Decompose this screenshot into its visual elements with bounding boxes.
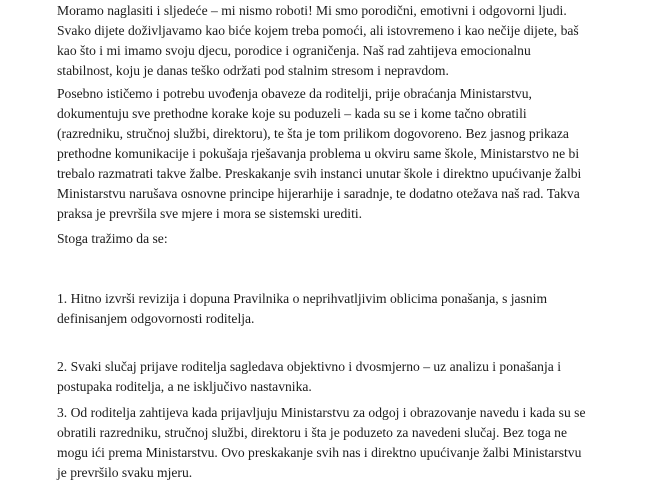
text-line: (razredniku, stručnoj službi, direktoru), te šta je tom prilikom dogovoreno. Bez jasnog prikaza [57,126,569,141]
demand-item-1 [57,289,642,329]
text-line: 3. Od roditelja zahtijeva kada prijavljuju Ministarstvu za odgoj i obrazovanje navedu i kada su se [57,405,586,420]
text-line: postupaka roditelja, a ne isključivo nastavnika. [57,379,312,394]
demand-item-3 [57,403,642,483]
text-line: definisanjem odgovornosti roditelja. [57,311,255,326]
text-line: prethodne komunikacije i pokušaja rješavanja problema u okviru same škole, Ministarstvo ne bi [57,146,580,161]
text-line: stabilnost, koju je danas teško održati pod stalnim stresom i nepravdom. [57,63,449,78]
text-line: Posebno ističemo i potrebu uvođenja obaveze da roditelji, prije obraćanja Ministarstvu, [57,86,532,101]
paragraph-documentation-obligation [57,84,642,224]
text-line: praksa je prevršila sve mjere i mora se sistemski urediti. [57,206,363,221]
text-line: dokumentuju sve prethodne korake koje su poduzeli – kada su se i kome tačno obratili [57,106,527,121]
text-line: Moramo naglasiti i sljedeće – mi nismo roboti! Mi smo porodični, emotivni i odgovorni ljudi. [57,3,567,18]
text-line: Ministarstvu narušava osnovne principe hijerarhije i saradnje, te dodatno otežava naš rad. Takva [57,186,580,201]
text-line: 1. Hitno izvrši revizija i dopuna Pravilnika o neprihvatljivim oblicima ponašanja, s jasnim [57,291,548,306]
text-line: je prevršilo svaku mjeru. [57,465,193,480]
text-line: trebalo razmatrati takve žalbe. Preskakanje svih instanci unutar škole i direktno upućivanje žalbi [57,166,582,181]
text-line: Svako dijete doživljavamo kao biće kojem treba pomoći, ali istovremeno i kao nečije dijete, baš [57,23,579,38]
text-line: 2. Svaki slučaj prijave roditelja sagledava objektivno i dvosmjerno – uz analizu i ponašanja i [57,359,561,374]
demand-item-2 [57,357,642,397]
text-line: obratili razredniku, stručnoj službi, direktoru i šta je poduzeto za navedeni slučaj. Bez toga ne [57,425,567,440]
paragraph-we-are-not-robots [57,1,642,81]
text-line: mogu ići prema Ministarstvu. Ovo preskakanje svih nas i direktno upućivanje žalbi Ministarstvu [57,445,582,460]
text-line: Stoga tražimo da se: [57,231,168,246]
text-line: kao što i mi imamo svoju djecu, porodice i ograničenja. Naš rad zahtijeva emocionalnu [57,43,531,58]
demands-heading [57,229,642,249]
